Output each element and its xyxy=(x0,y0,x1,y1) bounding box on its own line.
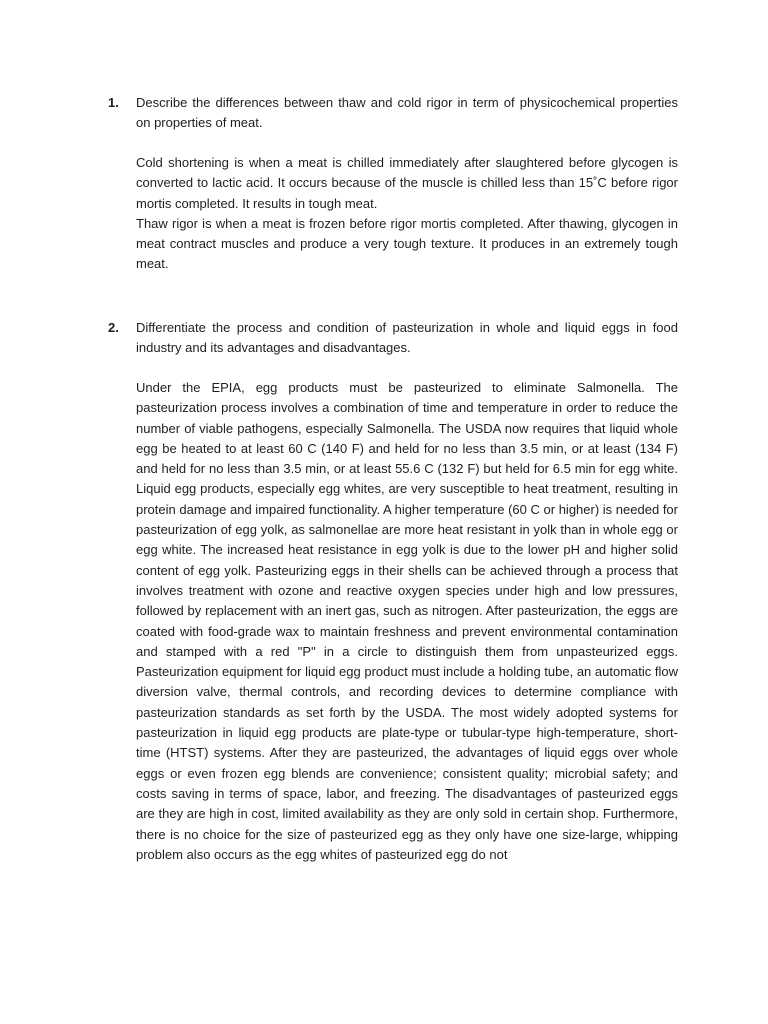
question-1-number: 1. xyxy=(108,95,119,110)
question-1-text: Describe the differences between thaw and cold rigor in term of physicochemical properties on properties of meat. xyxy=(136,95,678,130)
question-2-text: Differentiate the process and condition of pasteurization in whole and liquid eggs in food industry and its advantages and disadvantages. xyxy=(136,320,678,355)
question-2-header xyxy=(108,318,678,358)
answer-paragraph: Cold shortening is when a meat is chilled immediately after slaughtered before glycogen is converted to lactic acid. It occurs because of the muscle is chilled less than 15˚C before rigor mortis completed. It results in tough meat. xyxy=(136,155,678,211)
question-1 xyxy=(108,93,678,275)
question-2 xyxy=(108,318,678,865)
question-2-number: 2. xyxy=(108,320,119,335)
answer-paragraph: Under the EPIA, egg products must be pasteurized to eliminate Salmonella. The pasteurization process involves a combination of time and temperature in order to reduce the number of viable pathogens, especially Salmonella. The USDA now requires that liquid whole egg be heated to at least 60 C (140 F) and held for no less than 3.5 min, or at least (134 F) and held for no less than 3.5 min, or at least 55.6 C (132 F) but held for 6.5 min for egg white. Liquid egg products, especially egg whites, are very susceptible to heat treatment, resulting in protein damage and impaired functionality. A higher temperature (60 C or higher) is needed for pasteurization of egg yolk, as salmonellae are more heat resistant in yolk than in whole egg or egg white. The increased heat resistance in egg yolk is due to the lower pH and higher solid content of egg yolk. Pasteurizing eggs in their shells can be achieved through a process that involves treatment with ozone and reactive oxygen species under high and low pressures, followed by replacement with an inert gas, such as nitrogen. After pasteurization, the eggs are coated with food-grade wax to maintain freshness and prevent environmental contamination and stamped with a red "P" in a circle to distinguish them from unpasteurized eggs. Pasteurization equipment for liquid egg product must include a holding tube, an automatic flow diversion valve, thermal controls, and recording devices to determine compliance with pasteurization standards as set forth by the USDA. The most widely adopted systems for pasteurization in liquid egg products are plate-type or tubular-type high-temperature, short-time (HTST) systems. After they are pasteurized, the advantages of liquid eggs over whole eggs or even frozen egg blends are convenience; consistent quality; microbial safety; and costs saving in terms of space, labor, and freezing. The disadvantages of pasteurized eggs are they are high in cost, limited availability as they are only sold in certain shop. Furthermore, there is no choice for the size of pasteurized egg as they only have one size-large, whipping problem also occurs as the egg whites of pasteurized egg do not xyxy=(136,380,678,862)
question-1-answer xyxy=(136,153,678,275)
question-1-header xyxy=(108,93,678,133)
answer-paragraph: Thaw rigor is when a meat is frozen before rigor mortis completed. After thawing, glycogen in meat contract muscles and produce a very tough texture. It produces in an extremely tough meat. xyxy=(136,215,678,272)
question-2-answer xyxy=(136,378,678,865)
